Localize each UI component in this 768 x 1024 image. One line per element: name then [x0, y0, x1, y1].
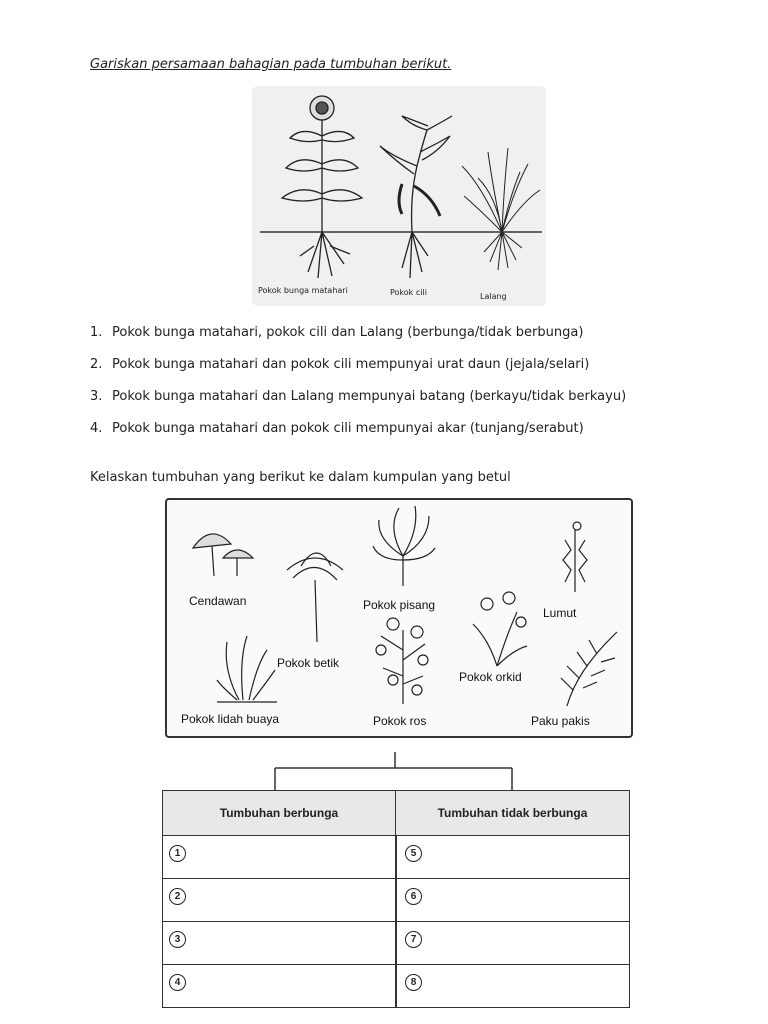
answer-number-7: 7	[405, 931, 422, 948]
table-row	[163, 921, 629, 965]
plant-label-orkid: Pokok orkid	[459, 670, 522, 684]
question-item: 4. Pokok bunga matahari dan pokok cili mempunyai akar (tunjang/serabut)	[90, 421, 584, 436]
answer-number-3: 3	[169, 931, 186, 948]
heading-underline-instruction: Gariskan persamaan bahagian pada tumbuhan berikut.	[90, 57, 452, 72]
plant-label-lidah-buaya: Pokok lidah buaya	[181, 712, 280, 726]
plant-label-cendawan: Cendawan	[189, 594, 247, 608]
answer-number-6: 6	[405, 888, 422, 905]
header-flowering: Tumbuhan berbunga	[163, 791, 396, 836]
figure-label-sunflower: Pokok bunga matahari	[258, 286, 348, 295]
figure-label-chili: Pokok cili	[390, 288, 427, 297]
table-row	[163, 878, 629, 922]
plant-label-lumut: Lumut	[543, 606, 577, 620]
question-item: 2. Pokok bunga matahari dan pokok cili mempunyai urat daun (jejala/selari)	[90, 357, 590, 372]
header-non-flowering: Tumbuhan tidak berbunga	[396, 791, 629, 836]
plant-label-pisang: Pokok pisang	[363, 598, 436, 612]
answer-number-2: 2	[169, 888, 186, 905]
answer-number-5: 5	[405, 845, 422, 862]
question-item: 1. Pokok bunga matahari, pokok cili dan Lalang (berbunga/tidak berbunga)	[90, 325, 584, 340]
question-item: 3. Pokok bunga matahari dan Lalang mempunyai batang (berkayu/tidak berkayu)	[90, 389, 627, 404]
classification-table	[162, 790, 630, 1008]
plant-label-betik: Pokok betik	[277, 656, 340, 670]
table-row	[163, 835, 629, 879]
plant-label-paku-pakis: Paku pakis	[531, 714, 590, 728]
plant-label-ros: Pokok ros	[373, 714, 427, 728]
answer-number-4: 4	[169, 974, 186, 991]
answer-number-8: 8	[405, 974, 422, 991]
answer-number-1: 1	[169, 845, 186, 862]
heading-classify-instruction: Kelaskan tumbuhan yang berikut ke dalam kumpulan yang betul	[90, 470, 511, 485]
figure-label-lalang: Lalang	[480, 292, 507, 301]
